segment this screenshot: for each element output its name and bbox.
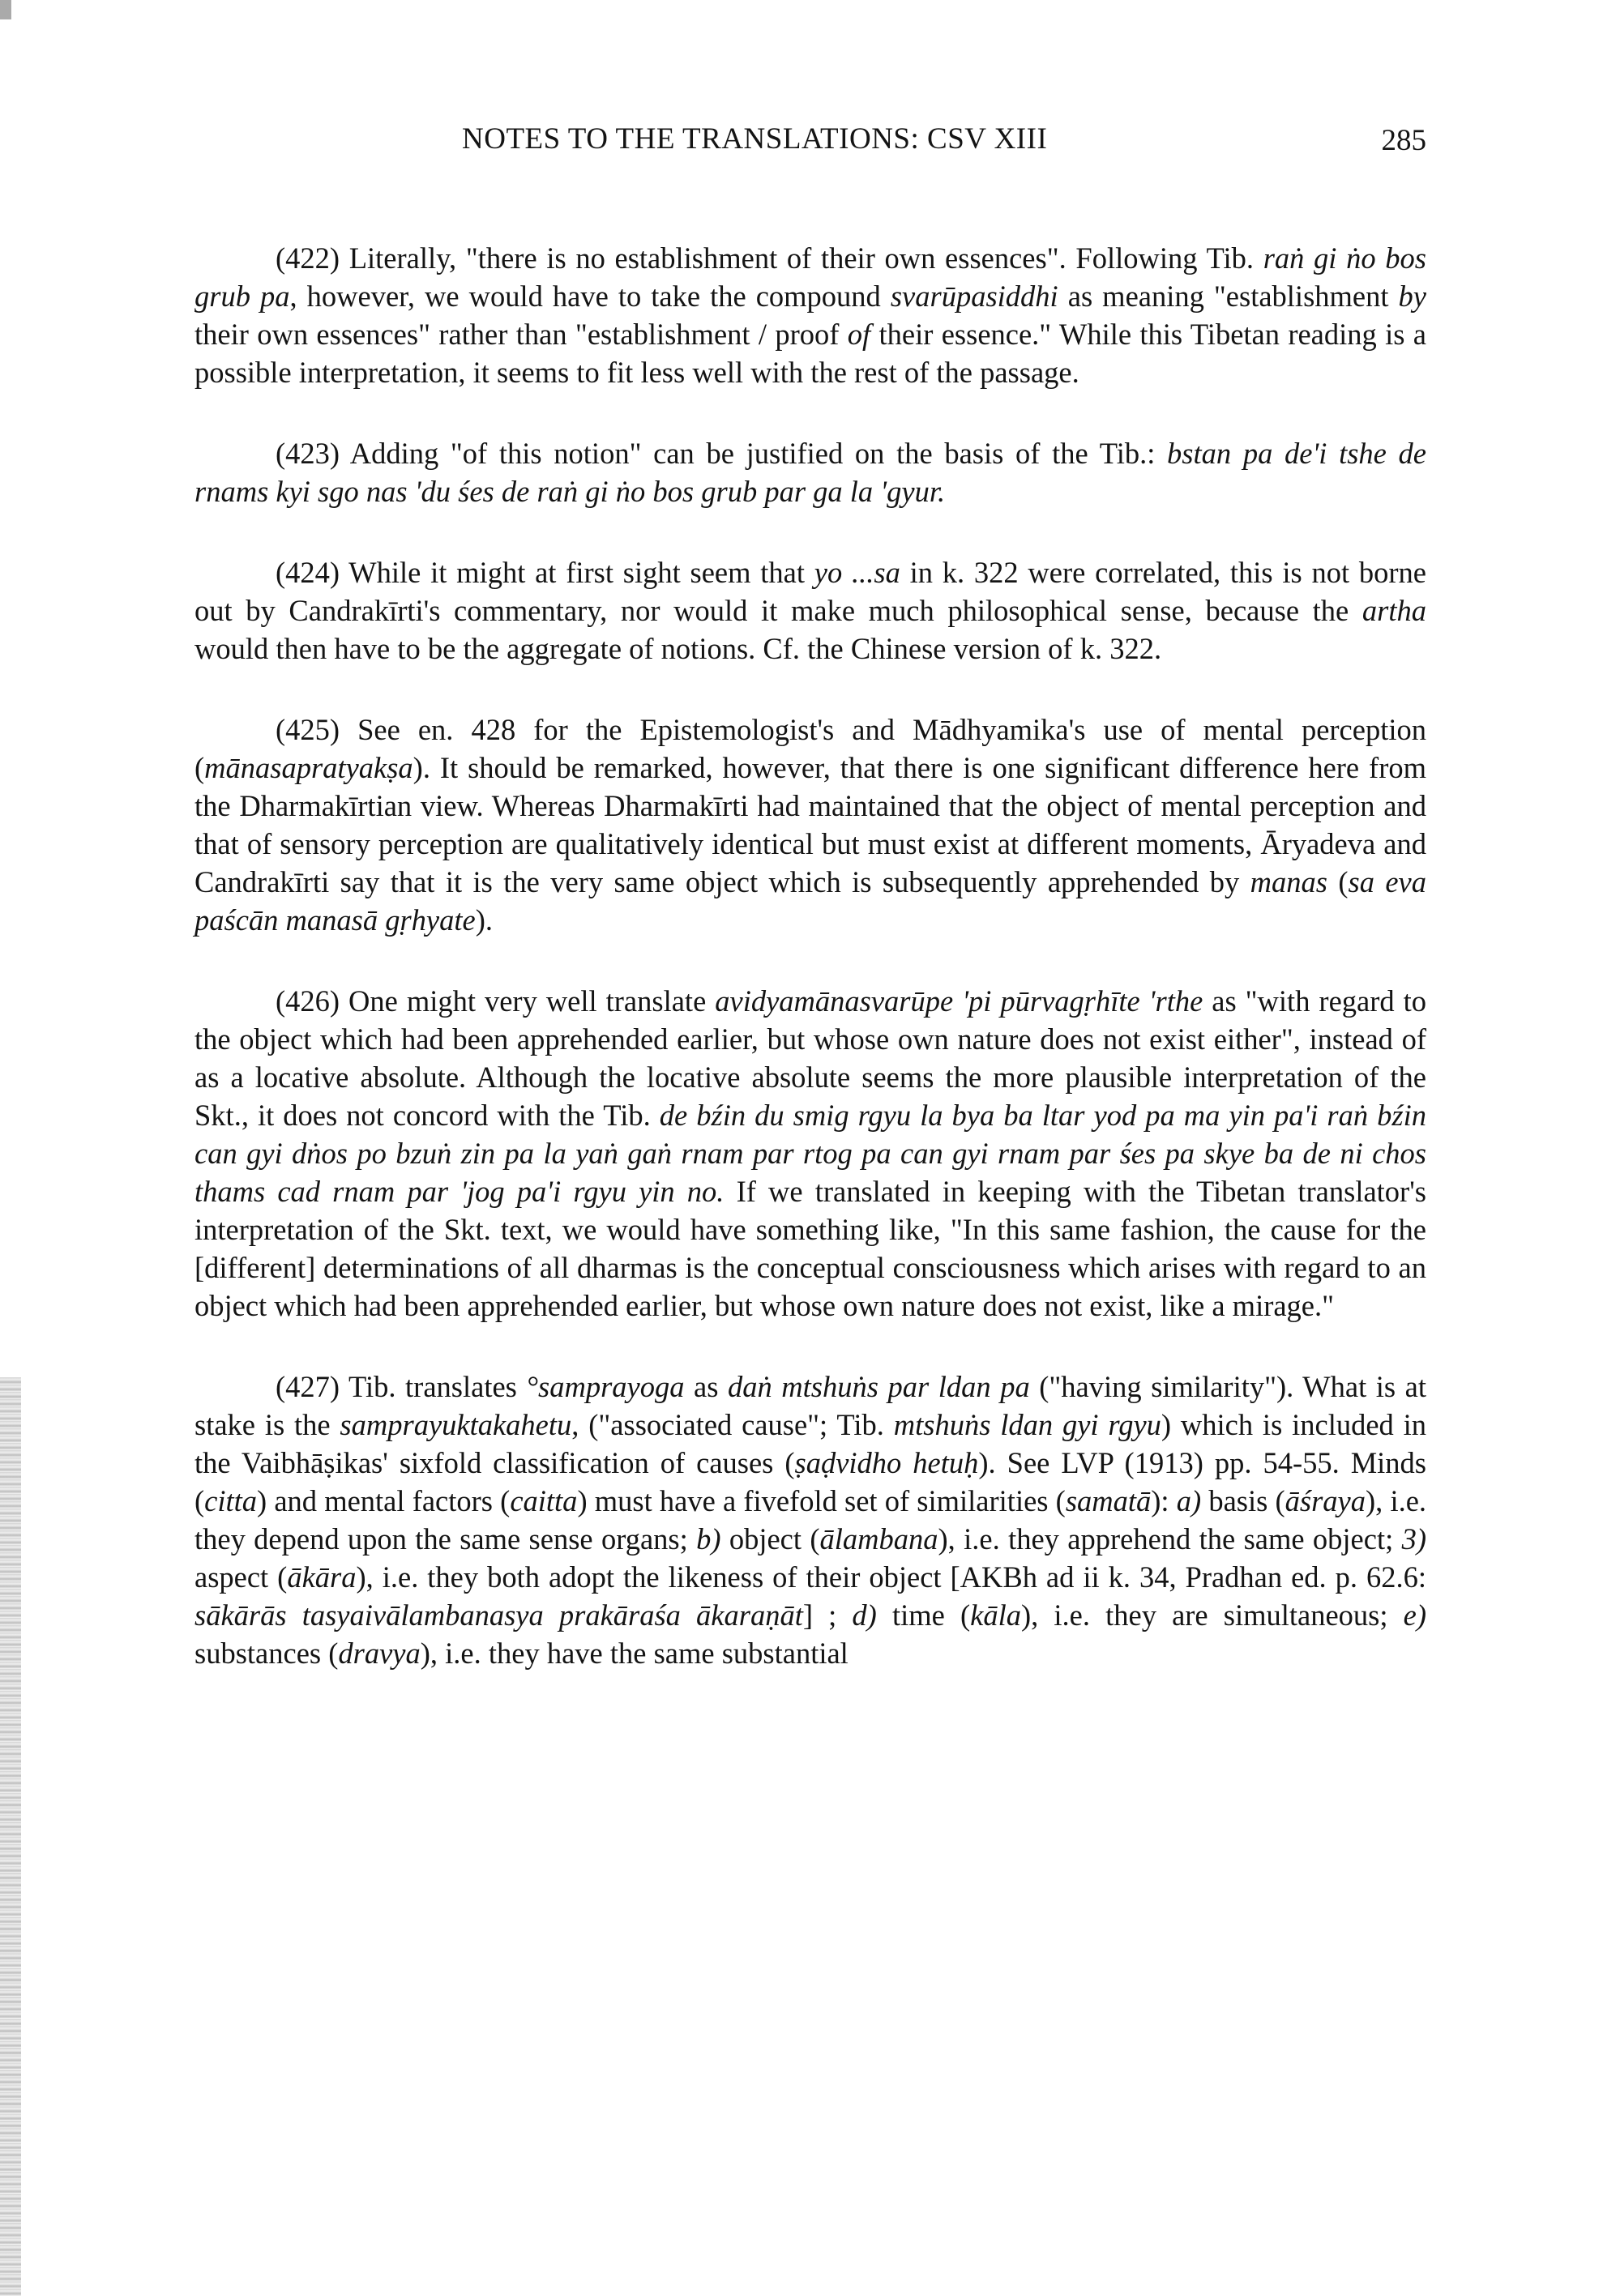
note-text: ):	[1151, 1484, 1177, 1517]
italic-term: bstan pa de'i tshe de rnams kyi sgo nas 'du śes de raṅ gi ṅo bos grub par ga la 'gyur.	[194, 437, 1426, 508]
note-text: ] ;	[802, 1598, 853, 1632]
italic-term: mānasapratyakṣa	[204, 751, 413, 784]
italic-term: °samprayoga	[526, 1370, 685, 1403]
italic-term: 3)	[1401, 1522, 1426, 1556]
note-text: ) which is included in the Vaibhāṣikas' sixfold classification of causes (	[194, 1408, 1427, 1479]
italic-term: citta	[204, 1484, 258, 1517]
italic-term: raṅ gi ṅo bos grub pa	[194, 241, 1426, 313]
note-text: basis (	[1201, 1484, 1285, 1517]
note-text: substances (	[194, 1637, 339, 1670]
note-number: (425)	[276, 713, 340, 746]
italic-term: sākārās tasyaivālambanasya prakāraśa ākaraṇāt	[194, 1598, 803, 1632]
italic-term: dravya	[338, 1637, 421, 1670]
note-text: Adding "of this notion" can be justified on the basis of the Tib.:	[340, 437, 1168, 470]
note-text: One might very well translate	[340, 984, 716, 1018]
italic-term: of	[847, 318, 871, 351]
italic-term: āśraya	[1285, 1484, 1366, 1517]
italic-term: sa eva paścān manasā gṛhyate	[194, 865, 1426, 937]
scan-corner-mark	[0, 0, 11, 19]
note-text: ) must have a fivefold set of similarities (	[577, 1484, 1066, 1517]
note-text: ("having similarity"). What is at stake is the	[194, 1370, 1426, 1441]
italic-term: b)	[696, 1522, 721, 1556]
note-text: Literally, "there is no establishment of their own essences". Following Tib.	[340, 241, 1263, 275]
note-number: (424)	[276, 556, 340, 589]
italic-term: de bźin du smig rgyu la bya ba ltar yod pa ma yin pa'i raṅ bźin can gyi dṅos po bzuṅ zin pa la yaṅ gaṅ rnam par rtog pa can gyi rnam par śes pa skye ba de ni chos thams cad rnam par 'jog pa'i rgyu yin no.	[194, 1099, 1426, 1208]
italic-term: daṅ mtshuṅs par ldan pa	[728, 1370, 1030, 1403]
note-text: aspect (	[194, 1560, 288, 1594]
note-paragraph	[194, 239, 1426, 391]
note-paragraph	[194, 982, 1426, 1325]
note-paragraph	[194, 553, 1426, 668]
note-text: ). It should be remarked, however, that there is one significant difference here from the Dharmakīrtian view. Whereas Dharmakīrti had maintained that the object of mental perception and that of sensory perception are qualitatively identical but must exist at different moments, Āryadeva and Candrakīrti say that it is the very same object which is subsequently apprehended by	[194, 751, 1426, 898]
note-text: While it might at first sight seem that	[340, 556, 814, 589]
note-text: ), i.e. they are simultaneous;	[1020, 1598, 1404, 1632]
italic-term: ālambana	[819, 1522, 938, 1556]
italic-term: ṣaḍvidho hetuḥ	[794, 1446, 979, 1479]
page-number: 285	[1381, 124, 1426, 157]
note-text: in k. 322 were correlated, this is not borne out by Candrakīrti's commentary, nor would it make much philosophical sense, because the	[194, 556, 1426, 627]
note-text: , however, we would have to take the compound	[289, 280, 891, 313]
note-text: as "with regard to the object which had been apprehended earlier, but whose own nature does not exist either", instead of as a locative absolute. Although the locative absolute seems the more plausible interpretation of the Skt., it does not concord with the Tib.	[194, 984, 1427, 1132]
note-number: (426)	[276, 984, 340, 1018]
note-text: as	[684, 1370, 728, 1403]
note-paragraph	[194, 1368, 1426, 1672]
italic-term: e)	[1403, 1598, 1427, 1632]
italic-term: svarūpasiddhi	[890, 280, 1058, 313]
note-text: object (	[720, 1522, 820, 1556]
italic-term: kāla	[970, 1598, 1021, 1632]
note-number: (423)	[276, 437, 340, 470]
note-text: their own essences" rather than "establishment / proof	[194, 318, 848, 351]
italic-term: ākāra	[287, 1560, 357, 1594]
notes-body	[194, 239, 1426, 1715]
italic-term: artha	[1361, 594, 1426, 627]
note-text: ), i.e. they depend upon the same sense organs;	[194, 1484, 1427, 1556]
italic-term: manas	[1250, 865, 1327, 898]
note-text: ). See LVP (1913) pp. 54-55. Minds (	[194, 1446, 1426, 1517]
note-text: ), i.e. they have the same substantial	[420, 1637, 849, 1670]
note-text: ).	[475, 903, 493, 937]
note-text: ), i.e. they apprehend the same object;	[938, 1522, 1402, 1556]
italic-term: avidyamānasvarūpe 'pi pūrvagṛhīte 'rthe	[715, 984, 1203, 1018]
italic-term: by	[1398, 280, 1426, 313]
note-text: , ("associated cause"; Tib.	[571, 1408, 894, 1441]
book-spine-shadow	[0, 1377, 21, 2296]
note-text: would then have to be the aggregate of notions. Cf. the Chinese version of k. 322.	[194, 632, 1162, 665]
running-title: NOTES TO THE TRANSLATIONS: CSV XIII	[462, 122, 1048, 156]
italic-term: d)	[852, 1598, 877, 1632]
italic-term: caitta	[510, 1484, 578, 1517]
note-text: (	[1327, 865, 1349, 898]
italic-term: a)	[1176, 1484, 1202, 1517]
italic-term: samatā	[1065, 1484, 1152, 1517]
note-paragraph	[194, 711, 1426, 939]
note-paragraph	[194, 434, 1426, 510]
note-text: as meaning "establishment	[1058, 280, 1399, 313]
note-text: their essence." While this Tibetan reading is a possible interpretation, it seems to fit less well with the rest of the passage.	[194, 318, 1426, 389]
running-header	[194, 122, 1426, 170]
note-text: time (	[876, 1598, 971, 1632]
note-number: (422)	[276, 241, 340, 275]
note-text: See en. 428 for the Epistemologist's and Mādhyamika's use of mental perception (	[194, 713, 1426, 784]
note-text: If we translated in keeping with the Tibetan translator's interpretation of the Skt. text, we would have something like, "In this same fashion, the cause for the [different] determinations of all dharmas is the conceptual consciousness which arises with regard to an object which had been apprehended earlier, but whose own nature does not exist, like a mirage."	[194, 1175, 1426, 1322]
note-text: ), i.e. they both adopt the likeness of their object [AKBh ad ii k. 34, Pradhan ed. p. 62.6:	[356, 1560, 1427, 1594]
italic-term: mtshuṅs ldan gyi rgyu	[893, 1408, 1161, 1441]
italic-term: samprayuktakahetu	[340, 1408, 572, 1441]
italic-term: yo ...sa	[814, 556, 900, 589]
note-text: ) and mental factors (	[257, 1484, 511, 1517]
note-text: Tib. translates	[340, 1370, 527, 1403]
note-number: (427)	[276, 1370, 340, 1403]
